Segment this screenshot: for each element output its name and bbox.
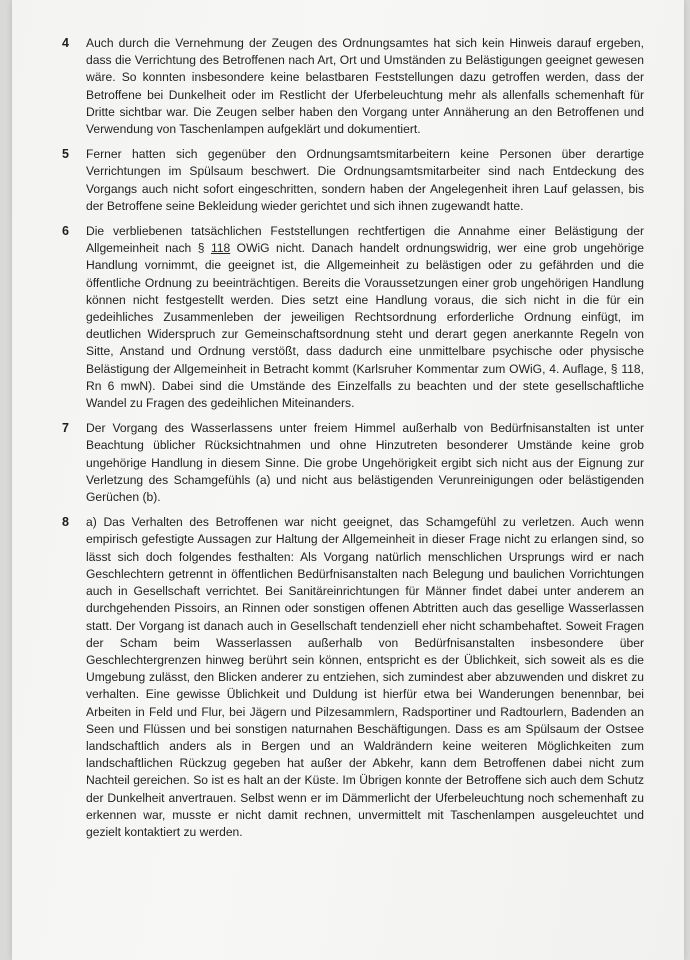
document-page (12, 0, 684, 960)
paragraph-text: Ferner hatten sich gegenüber den Ordnungsamtsmitarbeitern keine Personen über derartige Verrichtungen im Spülsaum beschwert. Die Ordnungsamtsmitarbeiter sind nach Entdeckung des Vorgangs auch nicht sofort eingeschritten, sondern haben der Angelegenheit ihren Lauf gelassen, bis der Betroffene seine Bekleidung wieder gerichtet und sich ihnen zugewandt hatte. (86, 147, 644, 213)
law-reference-link[interactable]: 118 (210, 241, 231, 256)
paragraph-text (86, 223, 644, 412)
paragraph-4 (62, 35, 644, 138)
paragraph-text-after-reference: OWiG nicht. Danach handelt ordnungswidrig, wer eine grob ungehörige Handlung vornimmt, die geeignet ist, die Allgemeinheit zu belästigen oder zu gefährden und die öffentliche Ordnung zu beeinträchtigen. Bereits die Voraussetzungen einer grob ungehörigen Handlung können nicht festgestellt werden. Dies setzt eine Handlung voraus, die sich nicht in die für ein gedeihliches Zusammenleben der jeweiligen Rechtsordnung erforderliche Ordnung einfügt, im deutlichen Widerspruch zur Gemeinschaftsordnung steht und derart gegen anerkannte Regeln von Sitte, Anstand und Ordnung verstößt, dass dadurch eine unmittelbare psychische oder physische Belästigung der Allgemeinheit in Betracht kommt (Karlsruher Kommentar zum OWiG, 4. Auflage, § 118, Rn 6 mwN). Dabei sind die Umstände des Einzelfalls zu beachten und der stete gesellschaftliche Wandel zu Fragen des gedeihlichen Miteinanders. (86, 241, 644, 411)
paragraph-number: 6 (62, 224, 69, 239)
paragraph-number: 4 (62, 36, 69, 50)
paragraph-text: Der Vorgang des Wasserlassens unter freiem Himmel außerhalb von Bedürfnisanstalten ist unter Beachtung üblicher Rücksichtnahmen und ohne Hinzutreten besonderer Umstände keine grob ungehörige Handlung in diesem Sinne. Die grobe Ungehörigkeit ergibt sich nicht aus der Eignung zur Verletzung des Schamgefühls (a) und nicht aus belästigenden Verunreinigungen oder belästigenden Gerüchen (b). (86, 421, 644, 505)
judgment-text-body (62, 35, 644, 849)
paragraph-number: 7 (62, 421, 69, 436)
paragraph-text-before-reference: Die verbliebenen tatsächlichen Feststellungen rechtfertigen die Annahme einer Belästigung der Allgemeinheit nach § (86, 224, 644, 256)
paragraph-6 (62, 223, 644, 412)
paragraph-text: Auch durch die Vernehmung der Zeugen des Ordnungsamtes hat sich kein Hinweis darauf ergeben, dass die Verrichtung des Betroffenen nach Art, Ort und Umständen zu Belästigungen geeignet gewesen wäre. So konnten insbesondere keine belastbaren Feststellungen dazu getroffen werden, dass der Betroffene bei Dunkelheit oder im Restlicht der Uferbeleuchtung mehr als allenfalls schemenhaft für Dritte sichtbar war. Die Zeugen selber haben den Vorgang unter Annäherung an den Betroffenen und Verwendung von Taschenlampen aufgeklärt und dokumentiert. (86, 36, 644, 137)
paragraph-number: 5 (62, 147, 69, 162)
paragraph-text: a) Das Verhalten des Betroffenen war nicht geeignet, das Schamgefühl zu verletzen. Auch wenn empirisch gefestigte Aussagen zur Haltung der Allgemeinheit in dieser Frage nicht zu erlangen sind, so lässt sich doch folgendes festhalten: Als Vorgang natürlich menschlichen Ursprungs wird er nach Geschlechtern getrennt in öffentlichen Bedürfnisanstalten nach Belegung und baulichen Vorrichtungen auch in Gesellschaft verrichtet. Bei Sanitäreinrichtungen für Männer findet dabei unter anderem an durchgehenden Pissoirs, an Rinnen oder sonstigen offenen Abtritten auch das gesellige Wasserlassen statt. Der Vorgang ist danach auch in Gesellschaft tendenziell eher nicht schambehaftet. Soweit Fragen der Scham beim Wasserlassen außerhalb von Bedürfnisanstalten insbesondere über Geschlechtergrenzen hinweg berührt sein können, entspricht es der Üblichkeit, sich soweit als es die Umgebung zulässt, den Blicken anderer zu entziehen, sich zumindest aber abzuwenden und diskret zu verhalten. Eine gewisse Üblichkeit und Duldung ist hierfür etwa bei Wanderungen benennbar, bei Arbeiten in Feld und Flur, bei Jägern und Pilzesammlern, Radsportiner und Radtourlern, Badenden an Seen und Flüssen und bei sonstigen naturnahen Beschäftigungen. Dass es am Spülsaum der Ostsee landschaftlich anders als in Bergen und an Waldrändern keine weiteren Möglichkeiten zum landschaftlichen Rückzug gegeben hat außer der Abkehr, kann dem Betroffenen dabei nicht zum Nachteil gereichen. So ist es halt an der Küste. Im Übrigen konnte der Betroffene sich auch dem Schutz der Dunkelheit anvertrauen. Selbst wenn er im Dämmerlicht der Uferbeleuchtung noch schemenhaft zu erkennen war, musste er nicht damit rechnen, unvermittelt mit Taschenlampen ausgeleuchtet und gezielt kontaktiert zu werden. (86, 515, 644, 839)
paragraph-5 (62, 146, 644, 215)
paragraph-number: 8 (62, 515, 69, 530)
paragraph-7 (62, 420, 644, 506)
paragraph-8 (62, 514, 644, 841)
